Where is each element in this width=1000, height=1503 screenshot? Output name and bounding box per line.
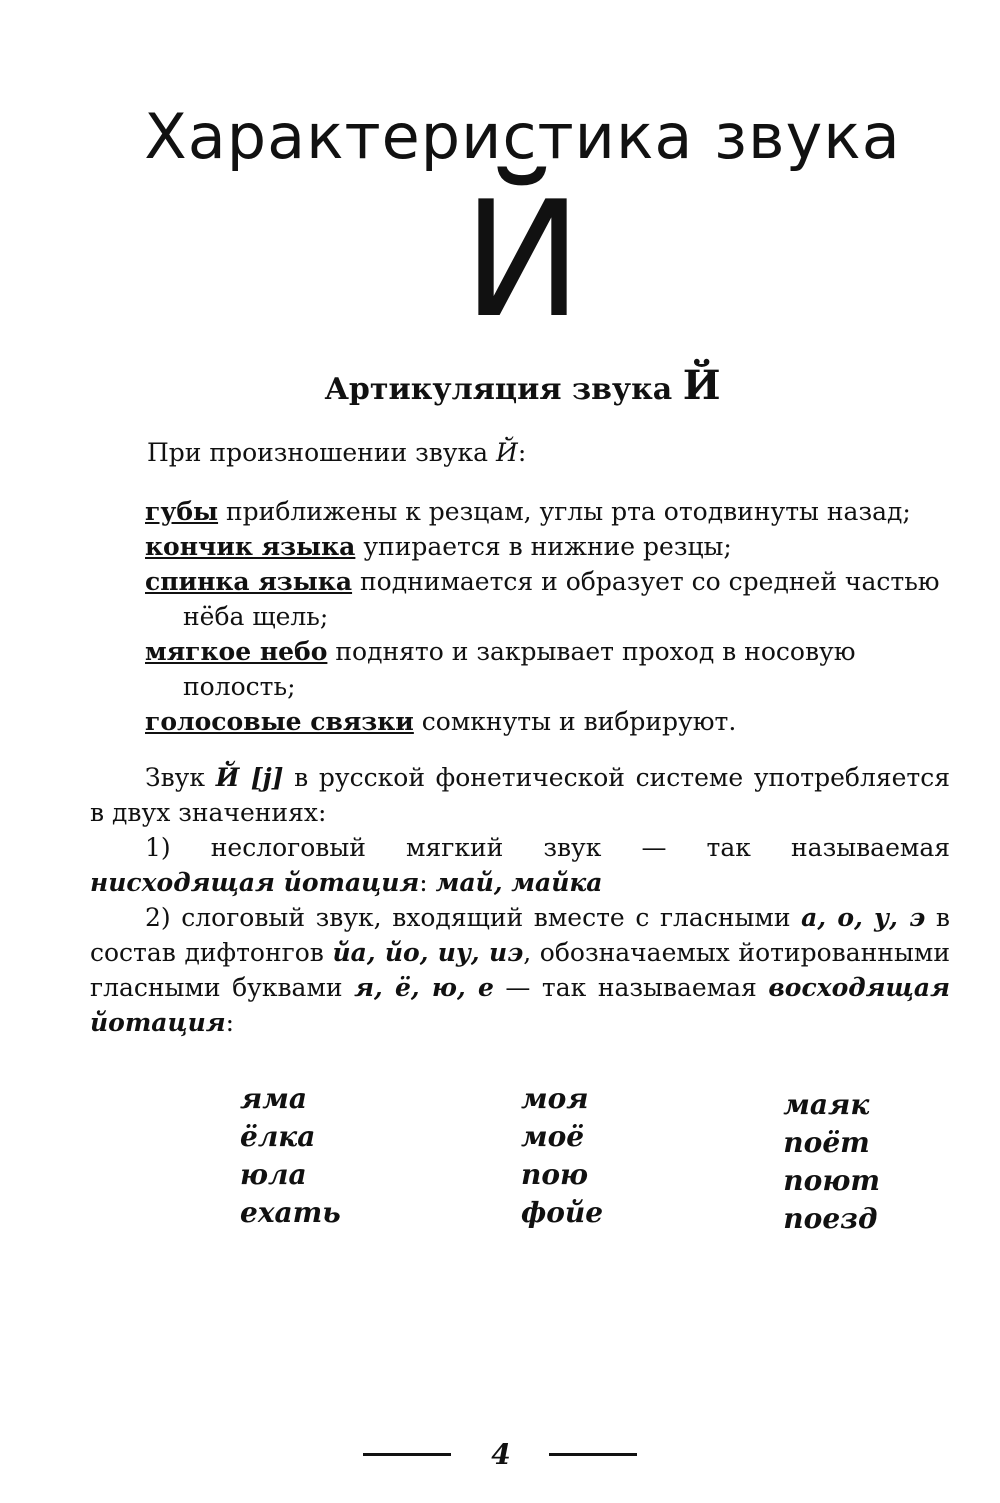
text-fragment: , обозначаемых йотированными гласными буквами [90, 938, 950, 1002]
term-ascending: восходящая йотация [90, 973, 951, 1037]
text-fragment: : [419, 868, 436, 897]
big-letter: Й [462, 166, 583, 353]
intro-colon: : [517, 438, 527, 467]
text-fragment: в состав дифтонгов [90, 903, 951, 967]
intro-line [147, 438, 526, 467]
organ-label: мягкое небо [145, 637, 328, 666]
text-fragment: 1) неслоговый мягкий звук — так называемая [145, 833, 950, 862]
organ-description: упирается в нижние резцы; [355, 532, 732, 561]
term-descending: нисходящая йотация [90, 868, 420, 897]
organ-label: спинка языка [145, 567, 353, 596]
organ-description: сомкнуты и вибрируют. [413, 707, 737, 736]
organ-label: голосовые связки [145, 707, 414, 736]
iotated-letters: я, ё, ю, е [354, 973, 494, 1002]
subtitle-text: Артикуляция звука [324, 372, 673, 407]
articulation-item [145, 564, 955, 634]
vowel-list: а, о, у, э [801, 903, 926, 932]
text-fragment: — так называемая [493, 973, 769, 1002]
articulation-item [145, 494, 955, 529]
example-column [783, 1086, 880, 1238]
text-fragment: в русской фонетической системе употребляется в двух значениях: [90, 763, 950, 827]
page-number: 4 [491, 1438, 511, 1471]
example-word: яма [240, 1082, 308, 1115]
intro-letter: Й [496, 438, 518, 467]
text-fragment: , [493, 868, 512, 897]
example-word: поезд [783, 1202, 878, 1235]
organ-label: кончик языка [145, 532, 356, 561]
organ-description: поднято и закрывает проход в носовую полость; [183, 637, 856, 701]
example-word: май [435, 868, 494, 897]
footer-rule-left [363, 1453, 451, 1456]
example-word: маяк [783, 1088, 870, 1121]
example-word: поют [783, 1164, 880, 1197]
text-fragment: : [225, 1008, 235, 1037]
articulation-list [145, 494, 955, 739]
page-footer [0, 1438, 1000, 1471]
body-text [90, 760, 950, 1040]
organ-label: губы [145, 497, 219, 526]
example-words [240, 1080, 880, 1238]
phonetic-symbol: [j] [239, 763, 284, 792]
intro-text: При произношении звука [147, 438, 489, 467]
paragraph-ascending [90, 900, 950, 1040]
example-word: фойе [520, 1196, 604, 1229]
example-column [240, 1080, 341, 1238]
text-fragment: 2) слоговый звук, входящий вместе с гласными [145, 903, 802, 932]
example-column [521, 1080, 603, 1238]
footer-rule-right [549, 1453, 637, 1456]
articulation-item [145, 704, 955, 739]
articulation-item [145, 634, 955, 704]
sound-letter: Й [215, 763, 240, 792]
example-word: ёлка [240, 1120, 316, 1153]
section-subtitle [0, 362, 1000, 409]
example-word: пою [520, 1158, 589, 1191]
page-title: Характеристика звука [144, 100, 901, 173]
paragraph-usage [90, 760, 950, 830]
text-fragment: Звук [145, 763, 216, 792]
example-word: майка [511, 868, 603, 897]
example-word: ехать [240, 1196, 341, 1229]
articulation-item [145, 529, 955, 564]
diphthong-list: йа, йо, иу, иэ [332, 938, 524, 967]
paragraph-descending [90, 830, 950, 900]
example-word: моя [520, 1082, 589, 1115]
organ-description: поднимается и образует со средней частью нёба щель; [183, 567, 940, 631]
example-word: поёт [783, 1126, 870, 1159]
subtitle-letter: Й [682, 362, 721, 409]
example-word: юла [240, 1158, 307, 1191]
example-word: моё [520, 1120, 585, 1153]
organ-description: приближены к резцам, углы рта отодвинуты назад; [218, 497, 911, 526]
